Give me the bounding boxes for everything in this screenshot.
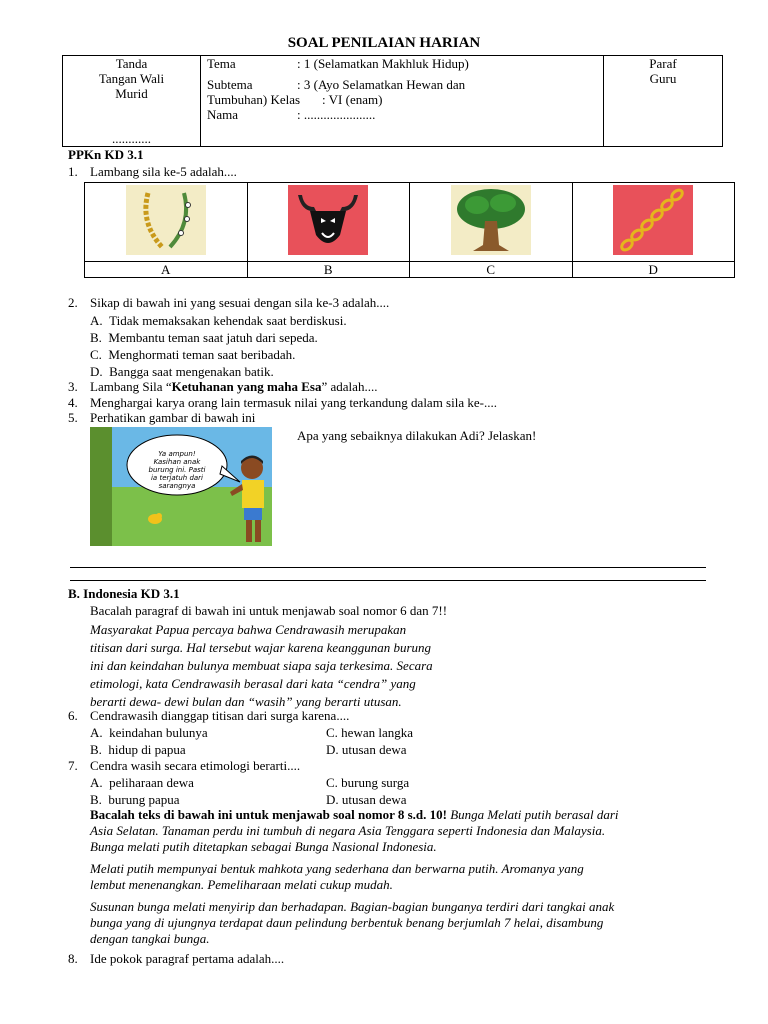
boy-adi-icon	[230, 452, 272, 546]
tanda-tangan-cell	[63, 56, 201, 147]
q2-option-b[interactable]	[90, 329, 318, 346]
option-letter: C.	[90, 347, 102, 362]
option-letter: A.	[90, 313, 103, 328]
q7-option-b[interactable]	[90, 791, 180, 808]
q5-illustration	[90, 427, 272, 546]
para3-line: dengan tangkai bunga.	[90, 931, 210, 946]
answer-line-2[interactable]	[70, 580, 706, 581]
q3-text	[90, 378, 377, 395]
symbol-cell-c[interactable]	[410, 183, 573, 262]
q5-text: Perhatikan gambar di bawah ini	[90, 410, 256, 425]
passage-line: berarti dewa- dewi bulan dan “wasih” yang berarti utusan.	[90, 694, 402, 709]
option-text: peliharaan dewa	[109, 775, 194, 790]
q4-text: Menghargai karya orang lain termasuk nilai yang terkandung dalam sila ke-....	[90, 395, 497, 410]
option-text: hidup di papua	[108, 742, 186, 757]
tema-value: : 1 (Selamatkan Makhluk Hidup)	[297, 56, 469, 71]
q4-number: 4.	[68, 395, 78, 410]
speech-text	[132, 450, 222, 490]
option-letter: C.	[326, 775, 338, 790]
speech-line: Kasihan anak	[153, 458, 201, 466]
tanda-line-1: Tanda	[115, 56, 148, 71]
tema-cell	[201, 56, 604, 147]
q6-option-c[interactable]	[326, 724, 413, 741]
subtema-label: Subtema	[207, 77, 253, 92]
tree-trunk	[90, 427, 112, 546]
para1-first: Bunga Melati putih berasal dari	[450, 807, 619, 822]
indonesia-heading: B. Indonesia KD 3.1	[68, 586, 180, 601]
q3-number: 3.	[68, 379, 78, 394]
guru-label: Guru	[649, 71, 677, 86]
speech-line: ia terjatuh dari	[150, 474, 204, 482]
subtema-cont: Tumbuhan) Kelas	[207, 92, 301, 107]
option-text: Membantu teman saat jatuh dari sepeda.	[108, 330, 318, 345]
q6-text: Cendrawasih dianggap titisan dari surga karena....	[90, 708, 350, 723]
option-letter: D.	[90, 364, 103, 379]
q1-number: 1.	[68, 164, 78, 179]
symbol-cell-d[interactable]	[572, 183, 735, 262]
q3-pre: Lambang Sila “	[90, 379, 172, 394]
instruction-6-7: Bacalah paragraf di bawah ini untuk menjawab soal nomor 6 dan 7!!	[90, 603, 448, 618]
option-letter: D.	[326, 792, 339, 807]
para3-line: Susunan bunga melati menyirip dan berhadapan. Bagian-bagian bunganya terdiri dari tangkai anak	[90, 899, 615, 914]
symbol-letter-d: D	[572, 262, 735, 278]
option-text: utusan dewa	[341, 792, 407, 807]
q3-bold: Ketuhanan yang maha Esa	[171, 379, 322, 394]
nama-value: : ......................	[297, 107, 376, 122]
kelas-value: : VI (enam)	[322, 92, 383, 107]
baby-bird-icon	[146, 511, 164, 525]
option-letter: B.	[90, 742, 102, 757]
option-letter: D.	[326, 742, 339, 757]
q7-option-c[interactable]	[326, 774, 409, 791]
option-text: utusan dewa	[341, 742, 407, 757]
instruction-8-10: Bacalah teks di bawah ini untuk menjawab soal nomor 8 s.d. 10!	[90, 807, 447, 822]
para1-line: Bunga melati putih ditetapkan sebagai Bunga Nasional Indonesia.	[90, 839, 437, 854]
subtema-value: : 3 (Ayo Selamatkan Hewan dan	[297, 77, 466, 92]
tanda-line-2: Tangan Wali	[98, 71, 165, 86]
paragraph-melati-2	[90, 861, 706, 893]
option-text: Menghormati teman saat beribadah.	[108, 347, 296, 362]
q8-number: 8.	[68, 951, 78, 966]
q7-text: Cendra wasih secara etimologi berarti....	[90, 758, 301, 773]
option-letter: A.	[90, 775, 103, 790]
q8-text: Ide pokok paragraf pertama adalah....	[90, 951, 285, 966]
option-text: Tidak memaksakan kehendak saat berdiskusi.	[109, 313, 347, 328]
pancasila-symbol-table	[84, 182, 735, 278]
page-title: SOAL PENILAIAN HARIAN	[287, 35, 481, 51]
tanda-line-3: Murid	[115, 86, 148, 101]
option-text: Bangga saat mengenakan batik.	[109, 364, 274, 379]
nama-label: Nama	[207, 107, 239, 122]
passage-line: titisan dari surga. Hal tersebut wajar karena keanggunan burung	[90, 640, 432, 655]
passage-cendrawasih	[90, 621, 490, 711]
speech-line: Ya ampun!	[158, 450, 196, 458]
ppkn-heading: PPKn KD 3.1	[68, 147, 144, 162]
symbol-cell-b[interactable]	[247, 183, 410, 262]
tanda-dots: ............	[112, 131, 151, 146]
q6-option-b[interactable]	[90, 741, 186, 758]
q2-option-c[interactable]	[90, 346, 295, 363]
option-text: keindahan bulunya	[109, 725, 208, 740]
passage-line: etimologi, kata Cendrawasih berasal dari kata “cendra” yang	[90, 676, 416, 691]
para1-line: Asia Selatan. Tanaman perdu ini tumbuh di negara Asia Tenggara seperti Indonesia dan Malaysia.	[90, 823, 606, 838]
pohon-beringin-icon	[451, 185, 531, 255]
q7-option-d[interactable]	[326, 791, 407, 808]
q2-text: Sikap di bawah ini yang sesuai dengan sila ke-3 adalah....	[90, 295, 390, 310]
q2-number: 2.	[68, 295, 78, 310]
passage-line: Masyarakat Papua percaya bahwa Cendrawasih merupakan	[90, 622, 407, 637]
q6-number: 6.	[68, 708, 78, 723]
para2-line: Melati putih mempunyai bentuk mahkota yang sederhana dan berwarna putih. Aromanya yang	[90, 861, 584, 876]
answer-line-1[interactable]	[70, 567, 706, 568]
option-text: burung papua	[108, 792, 180, 807]
q2-option-a[interactable]	[90, 312, 347, 329]
paraf-label: Paraf	[649, 56, 677, 71]
para3-line: bunga yang di ujungnya terdapat daun pelindung berbentuk benang berjumlah 7 helai, disambung	[90, 915, 604, 930]
option-text: hewan langka	[341, 725, 414, 740]
option-letter: B.	[90, 330, 102, 345]
q7-number: 7.	[68, 758, 78, 773]
q5-number: 5.	[68, 410, 78, 425]
option-letter: A.	[90, 725, 103, 740]
option-letter: C.	[326, 725, 338, 740]
kepala-banteng-icon	[288, 185, 368, 255]
symbol-letter-b: B	[247, 262, 410, 278]
tema-label: Tema	[207, 56, 236, 71]
paragraph-melati-3	[90, 899, 706, 947]
paragraph-melati-1	[90, 807, 706, 855]
para2-line: lembut menenangkan. Pemeliharaan melati cukup mudah.	[90, 877, 393, 892]
speech-line: burung ini. Pasti	[148, 466, 206, 474]
option-letter: B.	[90, 792, 102, 807]
symbol-cell-a[interactable]	[85, 183, 248, 262]
q7-option-a[interactable]	[90, 774, 194, 791]
q5-question: Apa yang sebaiknya dilakukan Adi? Jelaskan!	[297, 428, 537, 443]
q6-option-a[interactable]	[90, 724, 208, 741]
paraf-cell	[604, 56, 723, 147]
speech-line: sarangnya	[158, 482, 196, 490]
symbol-letter-a: A	[85, 262, 248, 278]
rantai-icon	[613, 185, 693, 255]
q1-text: Lambang sila ke-5 adalah....	[90, 164, 237, 179]
passage-line: ini dan keindahan bulunya membuat siapa saja terkesima. Secara	[90, 658, 433, 673]
q6-option-d[interactable]	[326, 741, 407, 758]
padi-kapas-icon	[126, 185, 206, 255]
symbol-letter-c: C	[410, 262, 573, 278]
q3-post: ” adalah....	[321, 379, 378, 394]
header-table	[62, 55, 723, 147]
option-text: burung surga	[341, 775, 410, 790]
